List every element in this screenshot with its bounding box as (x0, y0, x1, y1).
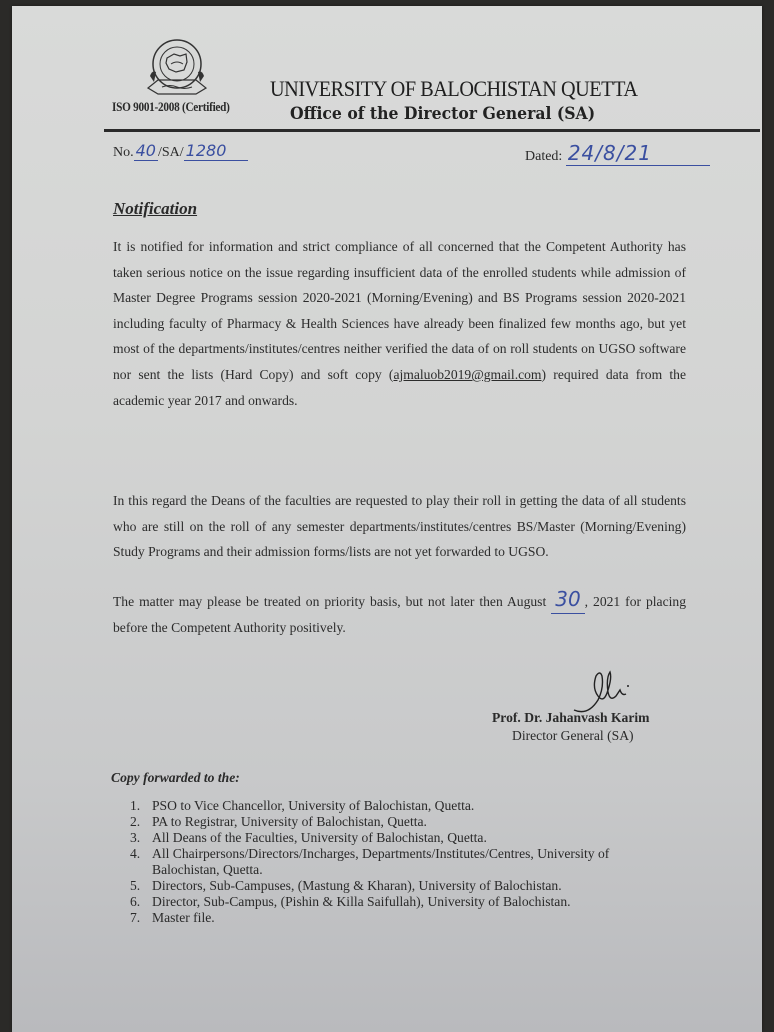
list-number: 2. (130, 814, 141, 829)
list-item (130, 894, 670, 910)
signatory-title: Director General (SA) (512, 728, 634, 743)
list-number: 7. (130, 910, 141, 925)
reference-label: No. (113, 145, 134, 160)
list-item (130, 814, 670, 830)
list-number: 5. (130, 878, 141, 893)
office-name: Office of the Director General (SA) (290, 104, 596, 124)
list-number: 3. (130, 830, 141, 845)
list-text: PSO to Vice Chancellor, University of Balochistan, Quetta. (152, 798, 475, 813)
list-text: Directors, Sub-Campuses, (Mastung & Kharan), University of Balochistan. (152, 878, 562, 893)
list-text: PA to Registrar, University of Balochistan, Quetta. (152, 814, 427, 829)
list-item (130, 830, 670, 846)
deadline-day-handwritten: 30 (551, 587, 584, 614)
list-text: All Deans of the Faculties, University of Balochistan, Quetta. (152, 830, 487, 845)
paragraph-3 (113, 587, 686, 640)
date-handwritten: 24/8/21 (566, 141, 710, 166)
iso-certification: ISO 9001-2008 (Certified) (112, 100, 230, 114)
paragraph-1-end: required data from the academic year 2017 and onwards. (113, 366, 687, 408)
list-text: Master file. (152, 910, 215, 925)
copy-forwarded-heading: Copy forwarded to the: (111, 770, 240, 785)
list-text: All Chairpersons/Directors/Incharges, Departments/Institutes/Centres, University of Balochistan, Quetta. (152, 846, 610, 877)
email-link[interactable]: ajmaluob2019@gmail.com (393, 366, 542, 382)
reference-number (113, 141, 248, 161)
document-page (12, 6, 762, 1032)
header-divider (104, 129, 760, 132)
paragraph-3-start: The matter may please be treated on priority basis, but not later then August (113, 594, 552, 609)
university-seal-logo (140, 36, 214, 102)
list-item (130, 910, 670, 926)
reference-mid: /SA/ (157, 145, 184, 160)
paragraph-3-end: , 2021 for placing before the Competent Authority positively. (113, 594, 686, 635)
signature-icon (568, 666, 648, 716)
reference-handwritten-1: 40 (135, 141, 156, 160)
date-line (525, 141, 710, 166)
list-item (130, 798, 670, 814)
paragraph-1: It is notified for information and strict compliance of all concerned that the Competent Authority has taken serious notice on the issue regarding insufficient data of the enrolled students while admission of Master Degree Programs session 2020-2021 (Morning/Evening) and BS Programs session 2020-2021 including faculty of Pharmacy & Health Sciences have already been finalized few months ago, but yet most of the departments/institutes/centres neither verified the data of on roll students on UGSO software nor sent the lists (Hard Copy) and soft copy (ajmaluob2019@gmail.com) required data from the academic year 2017 and onwards. (113, 239, 687, 408)
list-item (130, 846, 670, 878)
university-name: UNIVERSITY OF BALOCHISTAN QUETTA (270, 76, 638, 101)
notification-heading: Notification (113, 199, 198, 218)
paragraph-1-text: It is notified for information and strict compliance of all concerned that the Competent Authority has taken serious notice on the issue regarding insufficient data of the enrolled students while admission of Master Degree Programs session 2020-2021 (Morning/Evening) and BS Programs session 2020-2021 including faculty of Pharmacy & Health Sciences have already been finalized few months ago, but yet most of the departments/institutes/centres neither verified the data of on roll students on UGSO software nor sent the lists (Hard Copy) and soft copy (113, 239, 686, 382)
list-number: 4. (130, 846, 141, 861)
list-number: 1. (130, 798, 141, 813)
list-number: 6. (130, 894, 141, 909)
date-label: Dated: (525, 149, 563, 164)
list-item (130, 878, 670, 894)
signatory-name: Prof. Dr. Jahanvash Karim (492, 710, 650, 725)
paragraph-2: In this regard the Deans of the faculties are requested to play their roll in getting the data of all students who are still on the roll of any semester departments/institutes/centres BS/Master (Morning/Evening) Study Programs and their admission forms/lists are not yet forwarded to UGSO. (113, 493, 686, 560)
list-text: Director, Sub-Campus, (Pishin & Killa Saifullah), University of Balochistan. (152, 894, 571, 909)
reference-handwritten-2: 1280 (184, 141, 248, 161)
copy-forwarded-list (130, 798, 670, 926)
